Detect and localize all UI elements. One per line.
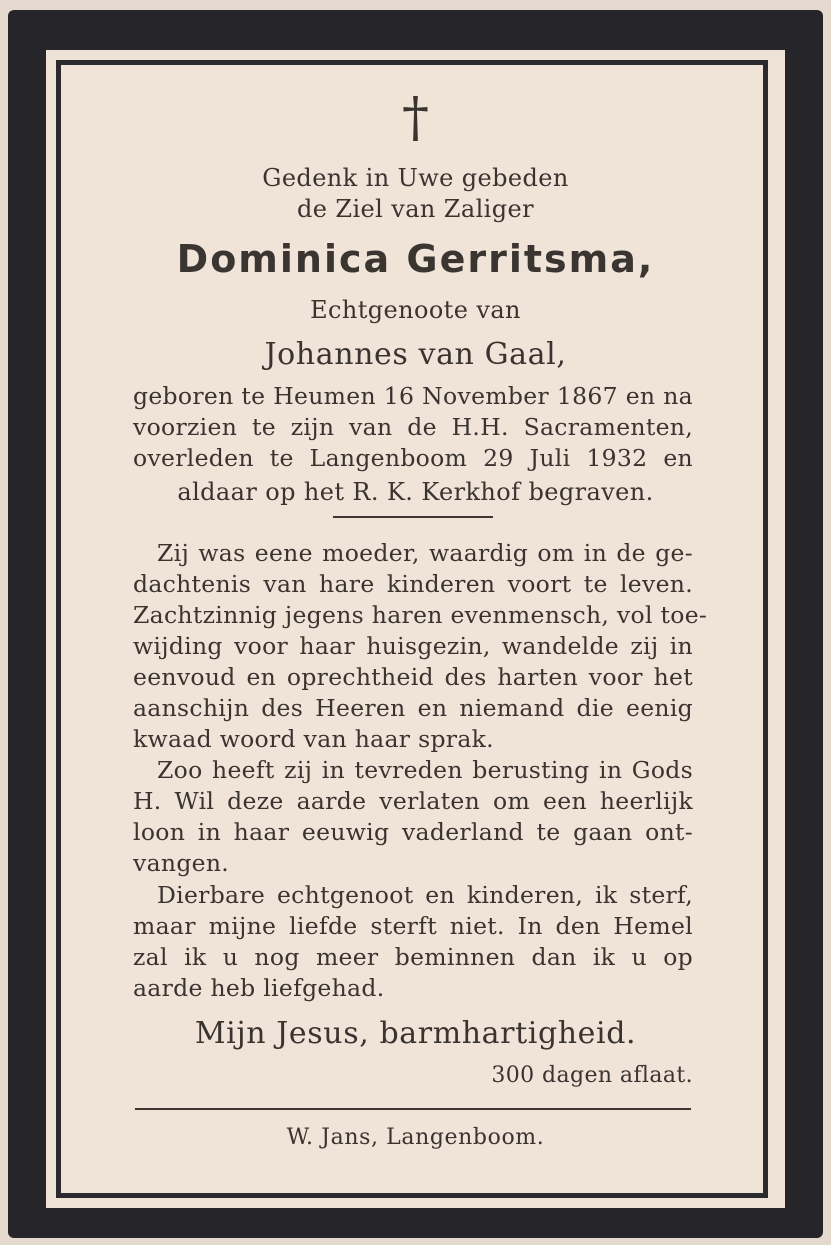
bio-line-last: aldaar op het R. K. Kerkhof begraven. [177,478,654,506]
paragraph-1 [133,538,708,755]
text-line: maar mijne liefde sterft niet. In den Hemel [133,912,693,940]
bio-line: voorzien te zijn van de H.H. Sacramenten, [133,413,693,441]
text-line: wijding voor haar huisgezin, wandelde zij in [133,632,693,660]
bio-line: overleden te Langenboom 29 Juli 1932 en [133,444,693,472]
cross-icon: † [402,86,429,149]
text-line: kwaad woord van haar sprak. [133,725,494,753]
printer-imprint: W. Jans, Langenboom. [286,1125,545,1150]
relation-label: Echtgenoote van [310,296,521,324]
bio-line: geboren te Heumen 16 November 1867 en na [133,382,693,410]
text-line: H. Wil deze aarde verlaten om een heerlijk [133,787,693,815]
spouse-name: Johannes van Gaal, [264,337,567,372]
intro-line-2: de Ziel van Zaliger [297,195,534,223]
text-line: Zij was eene moeder, waardig om in de ge- [157,539,693,567]
text-line: eenvoud en oprechtheid des harten voor het [133,663,693,691]
text-line: Zoo heeft zij in tevreden berusting in Gods [157,756,693,784]
paragraph-3 [133,880,693,1004]
text-line: dachtenis van hare kinderen voort te leven. [133,570,693,598]
text-line: zal ik u nog meer beminnen dan ik u op [133,943,693,971]
ejaculation-prayer: Mijn Jesus, barmhartigheid. [194,1016,637,1051]
text-line: Zachtzinnig jegens haren evenmensch, vol toe- [133,601,708,629]
bio-block [133,381,693,474]
paragraph-2 [133,755,693,879]
deceased-name: Dominica Gerritsma, [176,237,655,281]
text-line: aanschijn des Heeren en niemand die eenig [133,694,693,722]
text-line: Dierbare echtgenoot en kinderen, ik sterf, [157,881,693,909]
indulgence-note: 300 dagen aflaat. [491,1063,693,1088]
text-line: vangen. [133,849,230,877]
text-line: aarde heb liefgehad. [133,974,385,1002]
long-divider [135,1108,691,1110]
text-line: loon in haar eeuwig vaderland te gaan ont- [133,818,693,846]
intro-line-1: Gedenk in Uwe gebeden [262,164,569,192]
short-divider [333,516,493,518]
